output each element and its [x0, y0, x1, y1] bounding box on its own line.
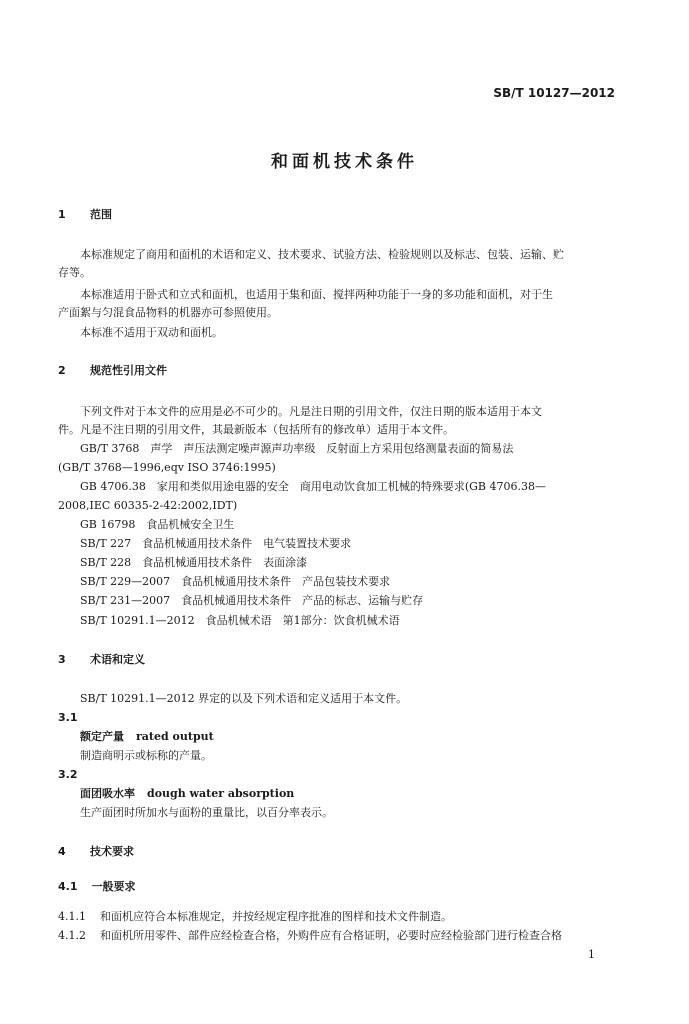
clause-text: 和面机所用零件、部件应经检查合格，外购件应有合格证明，必要时应经检验部门进行检查合格: [100, 929, 562, 942]
paragraph: 本标准适用于卧式和立式和面机，也适用于集和面、搅拌两种功能于一身的多功能和面机，对于生: [80, 288, 553, 301]
reference-item: SB/T 231—2007 食品机械通用技术条件 产品的标志、运输与贮存: [80, 594, 424, 607]
section-number: 4: [58, 845, 66, 858]
paragraph: 件。凡是不注日期的引用文件，其最新版本（包括所有的修改单）适用于本文件。: [58, 423, 454, 436]
term-chinese: 面团吸水率: [80, 787, 135, 800]
section-number: 2: [58, 364, 66, 377]
reference-item: GB 4706.38 家用和类似用途电器的安全 商用电动饮食加工机械的特殊要求(GB 4706.38—: [80, 480, 546, 493]
term-2: [80, 787, 640, 801]
clause-4-1-2: [58, 929, 618, 943]
reference-item: SB/T 229—2007 食品机械通用技术条件 产品包装技术要求: [80, 575, 391, 588]
term-definition: 制造商明示或标称的产量。: [80, 749, 212, 762]
section-title: 范围: [90, 208, 112, 221]
subsection-4-1-heading: [58, 880, 618, 894]
paragraph: SB/T 10291.1—2012 界定的以及下列术语和定义适用于本文件。: [80, 692, 408, 705]
section-number: 3: [58, 653, 66, 666]
section-title: 技术要求: [90, 845, 134, 858]
term-chinese: 额定产量: [80, 730, 124, 743]
paragraph: 下列文件对于本文件的应用是必不可少的。凡是注日期的引用文件，仅注日期的版本适用于本文: [80, 405, 542, 418]
subsection-title: 一般要求: [91, 880, 136, 893]
term-number: 3.2: [58, 768, 78, 781]
paragraph: 本标准规定了商用和面机的术语和定义、技术要求、试验方法、检验规则以及标志、包装、运输、贮: [80, 248, 564, 261]
clause-text: 和面机应符合本标准规定，并按经规定程序批准的图样和技术文件制造。: [100, 910, 452, 923]
section-3-heading: [58, 653, 618, 667]
section-number: 1: [58, 208, 66, 221]
reference-item: GB/T 3768 声学 声压法测定噪声源声功率级 反射面上方采用包络测量表面的简易法: [80, 442, 514, 455]
term-english: dough water absorption: [147, 787, 295, 800]
paragraph: 产面絮与匀混食品物料的机器亦可参照使用。: [58, 306, 278, 319]
section-2-heading: [58, 364, 618, 378]
clause-4-1-1: [58, 910, 618, 924]
paragraph: 本标准不适用于双动和面机。: [80, 326, 223, 339]
standard-code: SB/T 10127—2012: [493, 86, 615, 100]
term-number: 3.1: [58, 711, 78, 724]
term-definition: 生产面团时所加水与面粉的重量比，以百分率表示。: [80, 806, 333, 819]
paragraph: 存等。: [58, 266, 91, 279]
page-number: 1: [588, 948, 595, 961]
section-title: 术语和定义: [90, 653, 145, 666]
reference-item: SB/T 10291.1—2012 食品机械术语 第1部分：饮食机械术语: [80, 614, 400, 627]
term-1: [80, 730, 640, 744]
reference-item: SB/T 228 食品机械通用技术条件 表面涂漆: [80, 556, 308, 569]
clause-number: 4.1.2: [58, 929, 86, 942]
section-title: 规范性引用文件: [90, 364, 167, 377]
reference-item: (GB/T 3768—1996,eqv ISO 3746:1995): [58, 461, 276, 474]
section-4-heading: [58, 845, 618, 859]
clause-number: 4.1.1: [58, 910, 86, 923]
subsection-number: 4.1: [58, 880, 78, 893]
reference-item: 2008,IEC 60335-2-42:2002,IDT): [58, 499, 238, 512]
reference-item: SB/T 227 食品机械通用技术条件 电气装置技术要求: [80, 537, 352, 550]
term-english: rated output: [136, 730, 214, 743]
document-title: 和面机技术条件: [271, 152, 418, 172]
reference-item: GB 16798 食品机械安全卫生: [80, 518, 235, 531]
section-1-heading: [58, 208, 618, 222]
